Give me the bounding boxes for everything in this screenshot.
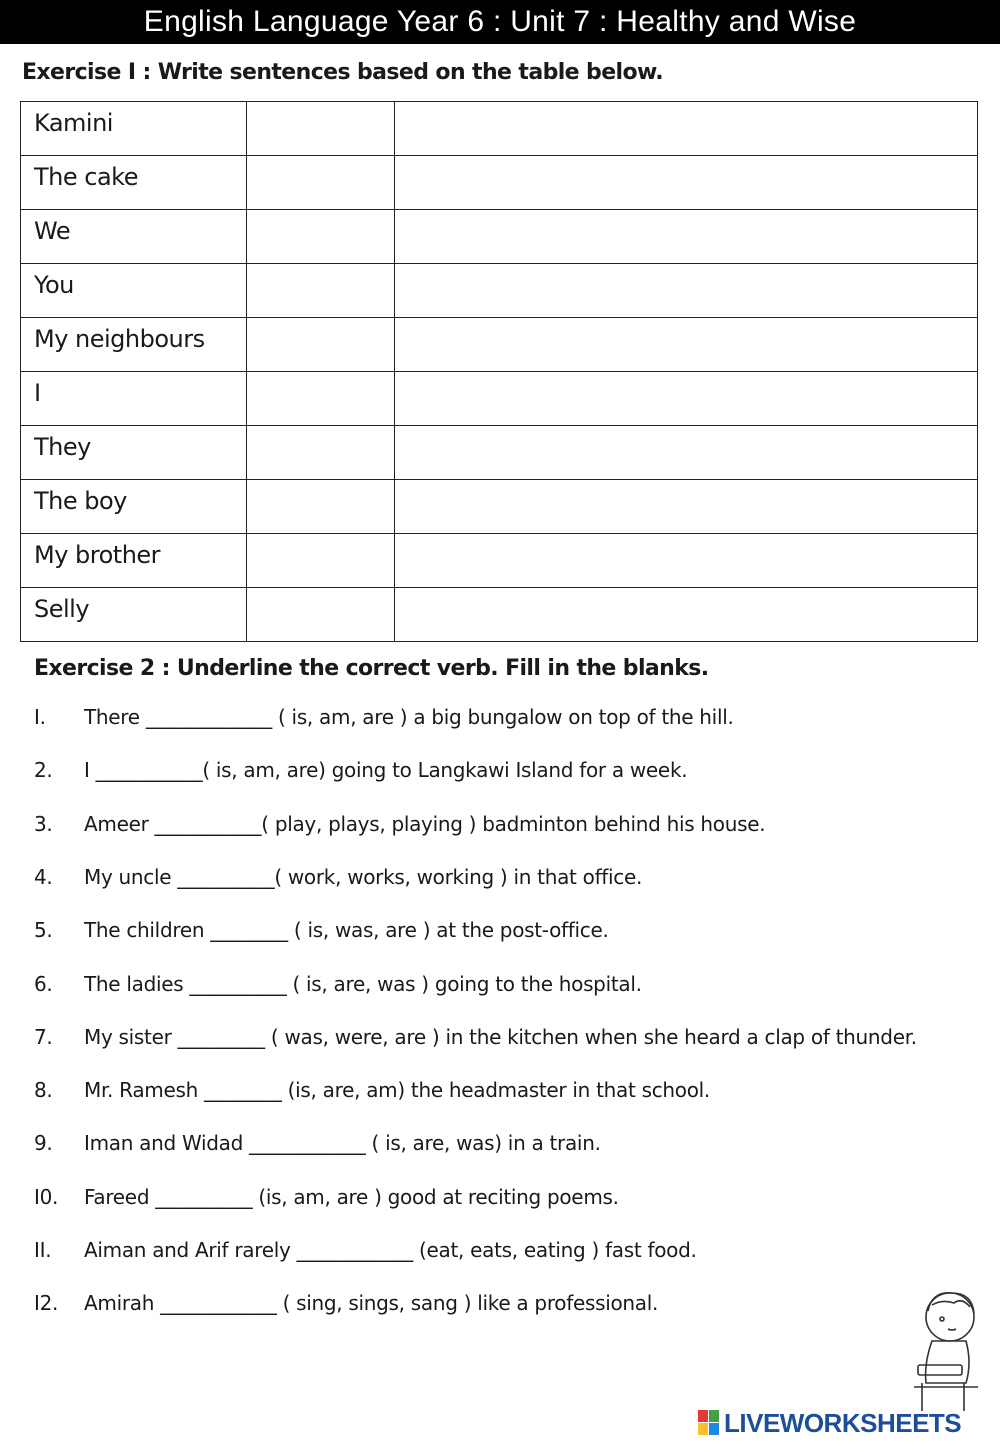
verb-answer-cell[interactable] xyxy=(247,426,395,480)
list-item xyxy=(34,1078,710,1102)
page-title: English Language Year 6 : Unit 7 : Healthy and Wise xyxy=(0,0,1000,44)
table-row xyxy=(21,480,978,534)
list-item xyxy=(34,972,642,996)
list-item xyxy=(34,918,609,942)
item-sentence[interactable]: Fareed __________ (is, am, are ) good at reciting poems. xyxy=(84,1184,619,1209)
list-item xyxy=(34,705,734,729)
subject-cell: Selly xyxy=(21,588,247,642)
list-item xyxy=(34,1185,619,1209)
sentence-answer-cell[interactable] xyxy=(395,264,978,318)
item-sentence[interactable]: Mr. Ramesh ________ (is, are, am) the headmaster in that school. xyxy=(84,1078,710,1103)
item-sentence[interactable]: There _____________ ( is, am, are ) a big bungalow on top of the hill. xyxy=(84,705,734,729)
table-row xyxy=(21,102,978,156)
list-item xyxy=(34,1025,917,1049)
exercise-2-heading: Exercise 2 : Underline the correct verb. Fill in the blanks. xyxy=(34,656,709,681)
table-row xyxy=(21,264,978,318)
list-item xyxy=(34,1291,658,1315)
sentence-answer-cell[interactable] xyxy=(395,588,978,642)
list-item xyxy=(34,1238,697,1262)
list-item xyxy=(34,865,642,889)
verb-answer-cell[interactable] xyxy=(247,372,395,426)
verb-answer-cell[interactable] xyxy=(247,156,395,210)
item-sentence[interactable]: Iman and Widad ____________ ( is, are, was) in a train. xyxy=(84,1131,601,1156)
sentence-answer-cell[interactable] xyxy=(395,102,978,156)
table-row xyxy=(21,318,978,372)
table-row xyxy=(21,426,978,480)
item-sentence[interactable]: My uncle __________( work, works, working ) in that office. xyxy=(84,864,643,889)
list-item xyxy=(34,812,765,836)
verb-answer-cell[interactable] xyxy=(247,102,395,156)
table-row xyxy=(21,588,978,642)
item-sentence[interactable]: Aiman and Arif rarely ____________ (eat, eats, eating ) fast food. xyxy=(84,1238,697,1262)
subject-cell: They xyxy=(21,426,247,480)
sentence-table xyxy=(20,101,978,642)
item-number: 8. xyxy=(34,1078,53,1103)
list-item xyxy=(34,1131,601,1155)
item-number: 4. xyxy=(34,864,53,889)
sentence-answer-cell[interactable] xyxy=(395,372,978,426)
verb-answer-cell[interactable] xyxy=(247,588,395,642)
subject-cell: I xyxy=(21,372,247,426)
verb-answer-cell[interactable] xyxy=(247,264,395,318)
item-number: I0. xyxy=(34,1184,59,1209)
item-number: 7. xyxy=(34,1024,53,1049)
list-item xyxy=(34,758,687,782)
sentence-answer-cell[interactable] xyxy=(395,318,978,372)
item-sentence[interactable]: Ameer ___________( play, plays, playing ) badminton behind his house. xyxy=(84,811,766,836)
item-number: II. xyxy=(34,1238,52,1262)
sentence-answer-cell[interactable] xyxy=(395,480,978,534)
child-reading-illustration xyxy=(902,1283,992,1413)
item-number: 9. xyxy=(34,1131,53,1156)
verb-answer-cell[interactable] xyxy=(247,480,395,534)
subject-cell: Kamini xyxy=(21,102,247,156)
item-sentence[interactable]: The children ________ ( is, was, are ) at the post-office. xyxy=(84,918,609,943)
verb-answer-cell[interactable] xyxy=(247,534,395,588)
sentence-answer-cell[interactable] xyxy=(395,534,978,588)
item-sentence[interactable]: My sister _________ ( was, were, are ) in the kitchen when she heard a clap of thunder. xyxy=(84,1024,917,1049)
subject-cell: My brother xyxy=(21,534,247,588)
item-number: 3. xyxy=(34,811,53,836)
subject-cell: You xyxy=(21,264,247,318)
item-sentence[interactable]: The ladies __________ ( is, are, was ) going to the hospital. xyxy=(84,971,642,996)
table-row xyxy=(21,534,978,588)
item-number: 5. xyxy=(34,918,53,943)
item-sentence[interactable]: Amirah ____________ ( sing, sings, sang ) like a professional. xyxy=(84,1291,659,1316)
subject-cell: We xyxy=(21,210,247,264)
liveworksheets-badge[interactable] xyxy=(698,1408,998,1438)
item-number: 6. xyxy=(34,971,53,996)
verb-answer-cell[interactable] xyxy=(247,318,395,372)
liveworksheets-logo-icon xyxy=(698,1410,720,1436)
liveworksheets-brand: LIVEWORKSHEETS xyxy=(724,1407,962,1438)
table-row xyxy=(21,372,978,426)
item-number: I. xyxy=(34,705,46,729)
table-row xyxy=(21,156,978,210)
subject-cell: My neighbours xyxy=(21,318,247,372)
sentence-answer-cell[interactable] xyxy=(395,156,978,210)
subject-cell: The boy xyxy=(21,480,247,534)
subject-cell: The cake xyxy=(21,156,247,210)
table-row xyxy=(21,210,978,264)
item-sentence[interactable]: I ___________( is, am, are) going to Langkawi Island for a week. xyxy=(84,758,688,783)
item-number: I2. xyxy=(34,1291,59,1316)
item-number: 2. xyxy=(34,758,53,783)
sentence-answer-cell[interactable] xyxy=(395,210,978,264)
exercise-1-heading: Exercise I : Write sentences based on the table below. xyxy=(22,60,664,85)
verb-answer-cell[interactable] xyxy=(247,210,395,264)
sentence-answer-cell[interactable] xyxy=(395,426,978,480)
